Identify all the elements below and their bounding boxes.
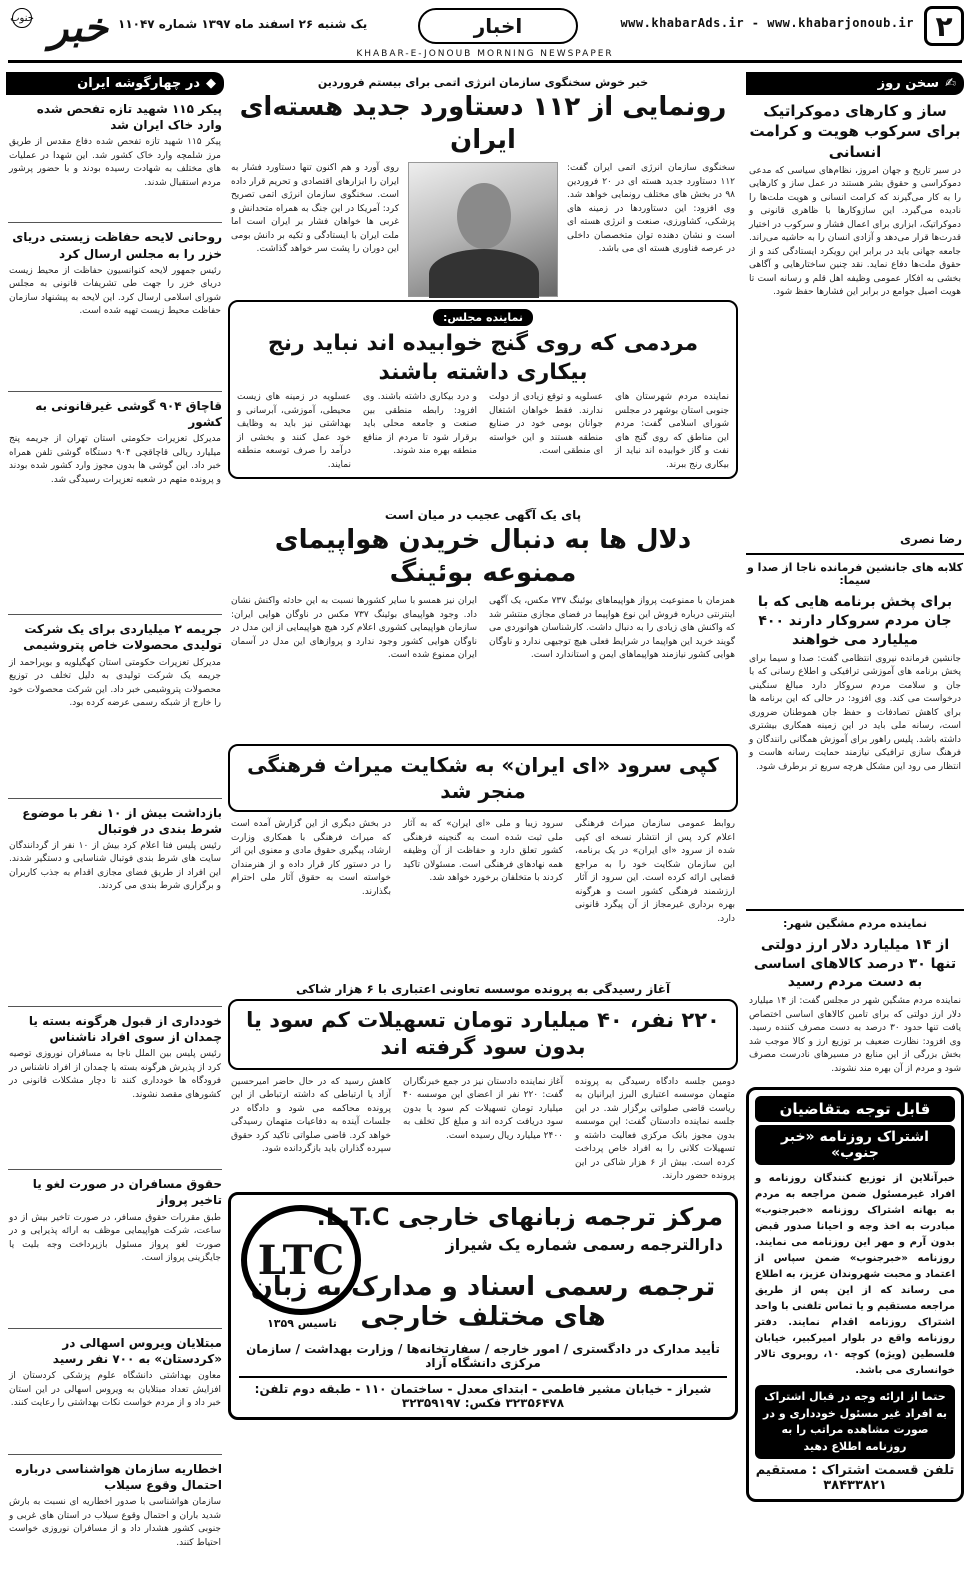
list-item — [6, 1013, 224, 1170]
news-item-title: قاچاق ۹۰۴ گوشی غیرقانونی به کشور — [35, 398, 222, 429]
page-number: ۲ — [924, 6, 964, 46]
anthem-story — [228, 744, 738, 974]
list-item — [6, 398, 224, 615]
editorial-title: ساز و کارهای دموکراتیک برای سرکوب هویت و کرامت انسانی — [749, 102, 961, 161]
news-item-title: حقوق مسافران در صورت لغو یا تاخیر پرواز — [32, 1177, 222, 1208]
masthead-english: KHABAR-E-JONOUB MORNING NEWSPAPER — [356, 49, 614, 59]
boeing-kicker: پای یک آگهی عجیب در میان است — [384, 508, 582, 522]
ltc-logo: LTC — [241, 1205, 361, 1315]
middle-column — [228, 72, 738, 1426]
ltc-subtitle: دارالترجمه رسمی شماره یک شیراز — [445, 1235, 723, 1254]
mp-text-d: عسلویه در زمینه های زیست محیطی، آموزشی، آبرسانی و بهداشتی نیز باید به وظایف خود عمل کنند و بخشی از درآمد را صرف توسعه منطقه نمایند. — [237, 392, 351, 470]
news-item-text: معاون بهداشتی دانشگاه علوم پزشکی کردستان از افزایش تعداد مبتلایان به ویروس اسهالی در این استان خبر داد و از مردم خواست نکات بهداشتی را رعایت کنند. — [9, 1371, 221, 1408]
left-column — [6, 72, 224, 1548]
news-item-text: رئیس پلیس فتا اعلام کرد بیش از ۱۰ نفر از گردانندگان سایت های شرط بندی فوتبال شناسایی و دستگیر شدند. این افراد از طریق فضای مجازی اقدام به جذب کاربران و برگزاری شرط بندی می کردند. — [9, 840, 221, 892]
news-item-title: خودداری از قبول هرگونه بسته یا چمدان از سوی افراد ناشناس — [28, 1013, 222, 1045]
pen-icon: ✍ — [945, 76, 956, 91]
subscription-ad-body: خبرآنلاین از توزیع کنندگان روزنامه و افراد غیرمسئول ضمن مراجعه به مردم به بهانه اشتراک روزنامه «خبرجنوب» مبادرت به اخذ وجه و احیانا صدور قبض بدون آرم و مهر این روزنامه می نمایند. روزنامه «خبرجنوب» ضمن سپاس از اعتماد و محبت شهروندان عزیز، به اطلاع می رساند که از این پس از طریق مراجعه مستقیم و یا تماس تلفنی با واحد اشتراک روزنامه اقدام نمایند. دفتر روزنامه واقع در بلوار امیرکبیر، خیابان فلسطین (ویژه) کوچه ۱۰، روبروی تالار خوانساری می باشد. — [755, 1173, 955, 1377]
credit-text-b: آغاز نماینده دادستان نیز در جمع خبرنگاران گفت: ۲۲۰ نفر از اعضای این موسسه ۴۰ میلیارد تومان تسهیلات کم سود یا بدون سود دریافت کرده اند و مبلغ کل تخلف به ۲۴۰۰ میلیارد ریال رسیده است. — [403, 1076, 563, 1141]
list-item — [6, 621, 224, 798]
news-item-title: جریمه ۲ میلیاردی برای یک شرکت تولیدی محصولات خاص پتروشیمی — [23, 622, 222, 653]
ltc-main-text: ترجمه رسمی اسناد و مدارک به زبان های مختلف خارجی — [250, 1272, 716, 1332]
provinces-bar-title: در چهارگوشه ایران — [77, 76, 200, 91]
story1-kicker: کلابه های جانشین فرمانده ناجا از صدا و سیما: — [747, 560, 963, 587]
boeing-title: دلال ها به دنبال خریدن هواپیمای ممنوعه بوئینگ — [274, 525, 692, 588]
list-item — [6, 1461, 224, 1596]
divider — [8, 1169, 222, 1170]
page-header — [0, 0, 970, 66]
editorial-label: سخن روز — [877, 76, 940, 91]
nuclear-text-a: سخنگوی سازمان انرژی اتمی ایران گفت: ۱۱۲ دستاورد جدید هسته ای در ۲۰ فروردین ۹۸ در بخش های مختلف رونمایی خواهد شد. وی افزود: این دستاوردها در زمینه های پزشکی، کشاورزی، صنعت و انرژی هسته ای است و نشان دهنده توان متخصصان داخلی در عرصه فناوری هسته ای می باشد. — [567, 163, 735, 254]
provinces-news-list — [6, 101, 224, 1596]
divider — [8, 1328, 222, 1329]
mp-text-a: نماینده مردم شهرستان های جنوبی استان بوشهر در مجلس شورای اسلامی گفت: مردم این مناطق که روی گنج های نفت و گاز خوابیده اند نباید از بیکاری رنج ببرند. — [615, 392, 729, 470]
section-title: اخبار — [418, 8, 578, 44]
mp-label: نماینده مجلس: — [433, 309, 533, 326]
news-item-text: رئیس جمهور لایحه کنوانسیون حفاظت از محیط زیست دریای خزر را جهت طی تشریفات قانونی به مجلس شورای اسلامی ارسال کرد. این لایحه به پیشنهاد سازمان حفاظت محیط زیست تهیه شده است. — [9, 265, 221, 317]
news-item-text: طبق مقررات حقوق مسافر، در صورت تاخیر بیش از دو ساعت، شرکت هواپیمایی موظف به ارائه پذیرایی و در صورت لغو پرواز مسئول بازپرداخت وجه بلیت یا جایگزینی پرواز است. — [9, 1212, 221, 1264]
list-item — [6, 805, 224, 1007]
credit-kicker: آغاز رسیدگی به پرونده موسسه تعاونی اعتباری با ۶ هزار شاکی — [295, 982, 671, 996]
newspaper-logo — [8, 4, 108, 54]
subscription-ad-phone: تلفن قسمت اشتراک : مستقیم ۳۸۴۳۳۸۲۱ — [755, 1463, 955, 1494]
ltc-address: شیراز - خیابان مشیر فاطمی - ابتدای معدل - ساختمان ۱۱۰ - طبقه دوم تلفن: ۳۲۳۵۶۴۷۸ فکس: ۳۲۳۵۹۱۹۷ — [239, 1376, 727, 1410]
divider — [8, 798, 222, 799]
anthem-title: کپی سرود «ای ایران» به شکایت میراث فرهنگی منجر شد — [247, 753, 719, 803]
mp-story — [228, 300, 738, 500]
nuclear-title: رونمایی از ۱۱۲ دستاورد جدید هسته‌ای ایران — [239, 92, 727, 155]
website-urls: www.khabarAds.ir - www.khabarjonoub.ir — [620, 16, 914, 30]
subscription-ad-title1: قابل توجه متقاضیان — [755, 1096, 955, 1122]
subscription-ad-title2: اشتراک روزنامه «خبر جنوب» — [755, 1125, 955, 1165]
boeing-text-a: همزمان با ممنوعیت پرواز هواپیماهای بوئینگ ۷۳۷ مکس، یک آگهی اینترنتی درباره فروش این نوع هواپیما در فضای مجازی منتشر شد که واکنش های زیادی را به دنبال داشت. کارشناسان هوانوردی می گویند خرید این هواپیما در شرایط فعلی هیچ توجیهی ندارد و ناوگان هوایی کشور نیازمند هواپیماهای ایمن و استاندارد است. — [489, 596, 736, 660]
mp-text-b: عسلویه و توقع زیادی از دولت ندارند. فقط خواهان اشتغال جوانان بومی خود در صنایع منطقه هستند و این خواسته ای منطقی است. — [489, 392, 603, 457]
divider — [746, 553, 964, 555]
editorial-label-bar — [746, 72, 964, 95]
news-item-title: روحانی لایحه حفاظت زیستی دریای خزر را به مجلس ارسال کرد — [12, 230, 222, 261]
anthem-text-c: در بخش دیگری از این گزارش آمده است که میراث فرهنگی با همکاری وزارت ارشاد، پیگیری حقوق مادی و معنوی این اثر را در دستور کار قرار داده و از هنرمندان خواسته است به حقوق آثار ملی احترام بگذارند. — [231, 819, 391, 897]
list-item — [6, 1176, 224, 1328]
ltc-established: تاسیس ۱۳۵۹ — [267, 1317, 337, 1330]
header-rule — [8, 60, 962, 63]
credit-text-a: دومین جلسه دادگاه رسیدگی به پرونده متهمان موسسه اعتباری البرز ایرانیان به ریاست قاضی صلواتی برگزار شد. در این جلسه نماینده دادستان گفت: این موسسه بدون مجوز بانک مرکزی فعالیت داشته و تسهیلات کلانی را به افراد خاص پرداخت کرده است. بیش از ۶ هزار شاکی در این پرونده حضور دارند. — [575, 1076, 735, 1182]
provinces-bar — [6, 72, 224, 95]
divider — [8, 222, 222, 223]
subscription-ad — [746, 1087, 964, 1502]
logo-text: خبر — [49, 4, 108, 51]
nuclear-kicker: خبر خوش سخنگوی سازمان انرژی اتمی برای بیستم فروردین — [317, 76, 649, 89]
news-item-title: بازداشت بیش از ۱۰ نفر با موضوع شرط بندی در فوتبال — [22, 805, 222, 836]
map-pin-icon: ◆ — [206, 76, 216, 91]
story2-kicker: نماینده مردم مشگین شهر: — [782, 916, 928, 930]
news-item-title: مبتلایان ویروس اسهالی در «کردستان» به ۷۰۰ نفر رسید — [52, 1335, 222, 1366]
subscription-ad-footer: حتما از ارائه وجه در قبال اشتراک به افراد غیر مسئول خودداری و در صورت مشاهده مراتب را به روزنامه اطلاع دهید — [755, 1385, 955, 1459]
divider — [8, 1006, 222, 1007]
issue-date: یک شنبه ۲۶ اسفند ماه ۱۳۹۷ شماره ۱۱۰۴۷ — [118, 17, 368, 31]
story1-text: جانشین فرمانده نیروی انتظامی گفت: صدا و سیما برای پخش برنامه های آموزشی ترافیکی و اطلاع رسانی که با جان و سلامت مردم سروکار دارد مبالغ سنگینی درخواست می کند. وی افزود: در حالی که این برنامه ها برای کاهش تصادفات و حفظ جان هموطنان ضروری است، رسانه ملی باید در این زمینه همکاری بیشتری داشته باشد. پلیس راهور برای آموزش همگانی رانندگان و فرهنگ سازی ترافیکی نیازمند حمایت رسانه هاست و انتظار می رود این مشکل هرچه سریع تر برطرف شود. — [749, 653, 961, 772]
nuclear-text-b: روی آورد و هم اکنون تنها دستاورد فشار به ایران را ابزارهای اقتصادی و تحریم قرار داده است. سخنگوی سازمان انرژی اتمی تصریح کرد: آمریکا در این جنگ به همراه متحدانش و غربی ها خواهان فشار بر ایران است اما ملت ایران با ایستادگی و تکیه بر دانش بومی این دوران را پشت سر خواهد گذاشت. — [231, 163, 399, 254]
news-item-text: مدیرکل تعزیرات حکومتی استان تهران از جریمه پنج میلیارد ریالی قاچاقچی ۹۰۴ دستگاه گوشی تلفن همراه خبر داد. این گوشی ها بدون مجوز وارد کشور شده بودند و پرونده متهم در شعبه تعزیرات رسیدگی شد. — [9, 434, 221, 485]
anthem-text-a: روابط عمومی سازمان میراث فرهنگی اعلام کرد پس از انتشار نسخه ای کپی شده از سرود «ای ایران» در یک برنامه، این سازمان شکایت خود را به مراجع قضایی ارائه کرده است. این سرود از آثار ارزشمند فرهنگی کشور است و هرگونه بهره برداری غیرمجاز از آن پیگرد قانونی دارد. — [575, 819, 735, 924]
ltc-ad — [228, 1192, 738, 1426]
editorial-text: در سیر تاریخ و جهان امروز، نظام‌های سیاسی که مدعی دموکراسی و حقوق بشر هستند در عمل ساز و کارهایی را به کار می‌گیرند که کرامت انسانی و هویت ملت‌ها را نادیده می‌گیرد. این سازوکارها با ظاهری قانونی و دموکراتیک، ابزاری برای اعمال فشار و سرکوب در اختیار قدرت‌ها قرار می‌دهد و آزادی انسان را به حاشیه می‌راند. جامعه جهانی باید در برابر این رویکرد ایستادگی کند و از حقوق ملت‌ها دفاع نماید. نقد چنین ساختارهایی و آگاهی بخشی به افکار عمومی وظیفه اهل قلم و رسانه است تا هویت اصیل جوامع در برابر این فشارها حفظ شود. — [749, 165, 961, 298]
credit-text-c: کاهش رسید که در حال حاضر امیرحسین آزاد یا ارتباطی که داشته ارتباطی از این پرونده محاکمه می شود و دادگاه در جلسات آینده به دفاعیات متهمان رسیدگی خواهد کرد. قاضی صلواتی تاکید کرد حقوق سپرده گذاران باید بازگردانده شود. — [231, 1076, 391, 1155]
news-item-title: اخطاریه سازمان هواشناسی درباره احتمال وقوع سیلاب — [15, 1462, 222, 1493]
story2-text: نماینده مردم مشگین شهر در مجلس گفت: از ۱۴ میلیارد دلار ارز دولتی که برای تامین کالاهای اساسی اختصاص یافت تنها حدود ۳۰ درصد به دست مصرف کننده رسید. وی افزود: نظارت ضعیف بر توزیع ارز و کالا موجب شد بخش بزرگی از این منابع در مسیرهای نادرست مصرف شود و مردم از آن بهره مند نشوند. — [749, 996, 961, 1074]
story2-title: از ۱۴ میلیارد دلار ارز دولتی تنها ۳۰ درصد کالاهای اساسی به دست مردم رسید — [753, 936, 957, 991]
news-item-text: رئیس پلیس بین الملل ناجا به مسافران نوروزی توصیه کرد از پذیرش هرگونه بسته یا چمدان از افراد ناشناس در فرودگاه ها خودداری کنند تا دچار مشکلات قانونی در کشورهای مقصد نشوند. — [9, 1049, 221, 1100]
ltc-services: تأیید مدارک در دادگستری / امور خارجه / سفارتخانه‌ها / وزارت بهداشت / سازمان مرکزی دانشگاه آزاد — [246, 1342, 720, 1370]
divider — [8, 391, 222, 392]
list-item — [6, 1335, 224, 1455]
boeing-text-b: ایران نیز همسو با سایر کشورها نسبت به این حادثه واکنش نشان داد. وجود هواپیمای بوئینگ ۷۳۷ مکس در ناوگان هوایی ایران: سازمان هواپیمایی کشوری اعلام کرد هیچ هواپیمایی از این مدل در ناوگان هوایی کشور وجود ندارد و پروازهای این مدل در آسمان ایران ممنوع شده است. — [231, 596, 478, 660]
news-item-text: سازمان هواشناسی با صدور اخطاریه ای نسبت به بارش شدید باران و احتمال وقوع سیلاب در استان های غربی و جنوبی کشور هشدار داد و از مسافران نوروزی خواست احتیاط کنند. — [9, 1497, 221, 1548]
divider — [8, 614, 222, 615]
list-item — [6, 229, 224, 391]
mp-text-c: و درد بیکاری داشته باشند. وی افزود: رابطه منطقی بین صنعت و جامعه محلی باید برقرار شود تا مردم از منافع منطقه بهره مند شوند. — [363, 392, 477, 457]
list-item — [6, 101, 224, 223]
divider — [8, 1454, 222, 1455]
boeing-story — [228, 504, 738, 740]
credit-title: ۲۲۰ نفر، ۴۰ میلیارد تومان تسهیلات کم سود یا بدون سود گرفته اند — [246, 1008, 720, 1060]
logo-small-text: جنوب — [12, 8, 32, 28]
story1-title: برای پخش برنامه هایی که با جان مردم سروکار دارند ۴۰۰ میلیارد می خواهند — [757, 593, 953, 648]
right-column — [746, 72, 964, 1494]
spokesman-photo — [408, 162, 558, 297]
news-item-title: پیکر ۱۱۵ شهید تازه تفحص شده وارد خاک ایران شد — [36, 102, 222, 133]
editorial-author: رضا نصری — [900, 531, 962, 546]
credit-story — [228, 978, 738, 1188]
news-item-text: مدیرکل تعزیرات حکومتی استان کهگیلویه و بویراحمد از جریمه یک شرکت تولیدی به دلیل تخلف در توزیع محصولات پتروشیمی خبر داد. این شرکت محصولات خود را خارج از شبکه رسمی عرضه کرده بود. — [9, 657, 221, 708]
nuclear-story — [228, 72, 738, 296]
news-item-text: پیکر ۱۱۵ شهید تازه تفحص شده دفاع مقدس از طریق مرز شلمچه وارد خاک کشور شد. این شهدا در عملیات های مختلف به شهادت رسیده بودند و با حضور پرشور مردم استقبال شدند. — [9, 137, 221, 188]
divider — [746, 909, 964, 911]
mp-title: مردمی که روی گنج خوابیده اند نباید رنج بیکاری داشته باشند — [267, 331, 699, 385]
ltc-title: مرکز ترجمه زبانهای خارجی L.T.C. — [316, 1203, 723, 1231]
anthem-text-b: سرود زیبا و ملی «ای ایران» که به آثار ملی ثبت شده است به گنجینه فرهنگی کشور تعلق دارد و حفاظت از آن وظیفه همه نهادهای فرهنگی است. مسئولان تاکید کردند با متخلفان برخورد خواهد شد. — [403, 819, 563, 883]
